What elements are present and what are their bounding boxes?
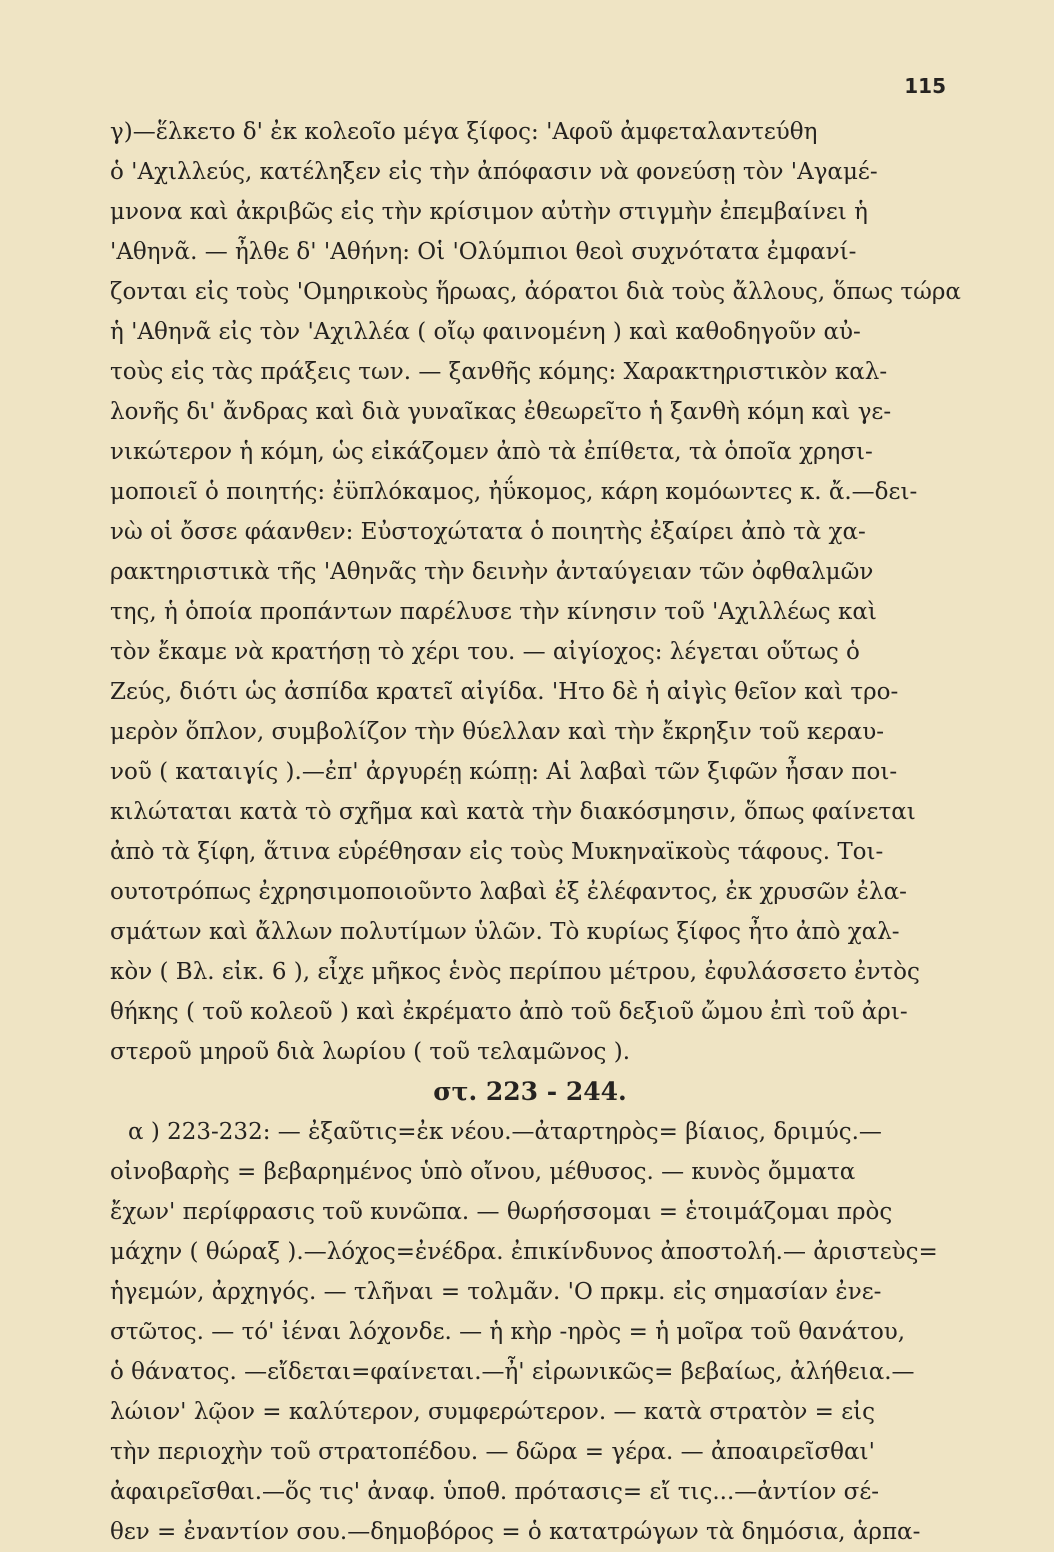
text-line: ἡγεμών, ἀρχηγός. — τλῆναι = τολμᾶν. 'Ο πρκμ. εἰς σημασίαν ἐνε- bbox=[110, 1279, 882, 1305]
text-line: Ζεύς, διότι ὡς ἀσπίδα κρατεῖ αἰγίδα. 'Ητο δὲ ἡ αἰγὶς θεῖον καὶ τρο- bbox=[110, 679, 899, 705]
text-line: ἡ 'Αθηνᾶ εἰς τὸν 'Αχιλλέα ( οἴῳ φαινομένη ) καὶ καθοδηγοῦν αὐ- bbox=[110, 319, 861, 345]
text-line: τοὺς εἰς τὰς πράξεις των. — ξανθῆς κόμης: Χαρακτηριστικὸν καλ- bbox=[110, 359, 888, 385]
text-line: τὸν ἔκαμε νὰ κρατήσῃ τὸ χέρι του. — αἰγίοχος: λέγεται οὕτως ὁ bbox=[110, 639, 860, 665]
text-line: 'Αθηνᾶ. — ἦλθε δ' 'Αθήνη: Οἱ 'Ολύμπιοι θεοὶ συχνότατα ἐμφανί- bbox=[110, 239, 857, 265]
text-line: κιλώταται κατὰ τὸ σχῆμα καὶ κατὰ τὴν διακόσμησιν, ὅπως φαίνεται bbox=[110, 799, 916, 825]
text-line: ὁ θάνατος. —εἴδεται=φαίνεται.—ἦ' εἰρωνικῶς= βεβαίως, ἀλήθεια.— bbox=[110, 1359, 915, 1385]
page-number: 115 bbox=[904, 74, 946, 98]
text-line: νοῦ ( καταιγίς ).—ἐπ' ἀργυρέῃ κώπῃ: Αἱ λαβαὶ τῶν ξιφῶν ἦσαν ποι- bbox=[110, 759, 898, 785]
text-line: στεροῦ μηροῦ διὰ λωρίου ( τοῦ τελαμῶνος ). bbox=[110, 1039, 631, 1065]
text-line: νὼ οἱ ὄσσε φάανθεν: Εὐστοχώτατα ὁ ποιητὴς ἐξαίρει ἀπὸ τὰ χα- bbox=[110, 519, 866, 545]
text-line: μοποιεῖ ὁ ποιητής: ἐϋπλόκαμος, ἠΰκομος, κάρη κομόωντες κ. ἄ.—δει- bbox=[110, 479, 918, 505]
text-line: ἀφαιρεῖσθαι.—ὅς τις' ἀναφ. ὑποθ. πρότασις= εἴ τις...—ἀντίον σέ- bbox=[110, 1479, 880, 1505]
text-line: ρακτηριστικὰ τῆς 'Αθηνᾶς τὴν δεινὴν ἀνταύγειαν τῶν ὀφθαλμῶν bbox=[110, 559, 874, 585]
text-line: ζονται εἰς τοὺς 'Ομηρικοὺς ἥρωας, ἀόρατοι διὰ τοὺς ἄλλους, ὅπως τώρα bbox=[110, 279, 961, 305]
commentary-text bbox=[110, 112, 970, 1552]
text-line: λώιον' λῷον = καλύτερον, συμφερώτερον. — κατὰ στρατὸν = εἰς bbox=[110, 1399, 876, 1425]
text-line: μάχην ( θώραξ ).—λόχος=ἐνέδρα. ἐπικίνδυνος ἀποστολή.— ἀριστεὺς= bbox=[110, 1239, 938, 1265]
text-line: ἔχων' περίφρασις τοῦ κυνῶπα. — θωρήσσομαι = ἑτοιμάζομαι πρὸς bbox=[110, 1199, 893, 1225]
text-line: μερὸν ὅπλον, συμβολίζον τὴν θύελλαν καὶ τὴν ἔκρηξιν τοῦ κεραυ- bbox=[110, 719, 885, 745]
text-line: α ) 223-232: — ἐξαῦτις=ἐκ νέου.—ἀταρτηρὸς= βίαιος, δριμύς.— bbox=[128, 1119, 882, 1145]
text-line: νικώτερον ἡ κόμη, ὡς εἰκάζομεν ἀπὸ τὰ ἐπίθετα, τὰ ὁποῖα χρησι- bbox=[110, 439, 873, 465]
text-line: στῶτος. — τό' ἰέναι λόχονδε. — ἡ κὴρ -ηρὸς = ἡ μοῖρα τοῦ θανάτου, bbox=[110, 1319, 906, 1345]
section-heading: στ. 223 - 244. bbox=[433, 1077, 627, 1106]
text-line: μνονα καὶ ἀκριβῶς εἰς τὴν κρίσιμον αὐτὴν στιγμὴν ἐπεμβαίνει ἡ bbox=[110, 199, 868, 225]
text-line: ἀπὸ τὰ ξίφη, ἅτινα εὑρέθησαν εἰς τοὺς Μυκηναϊκοὺς τάφους. Τοι- bbox=[110, 839, 884, 865]
text-line: ὁ 'Αχιλλεύς, κατέληξεν εἰς τὴν ἀπόφασιν νὰ φονεύσῃ τὸν 'Αγαμέ- bbox=[110, 159, 878, 185]
text-line: ουτοτρόπως ἐχρησιμοποιοῦντο λαβαὶ ἐξ ἐλέφαντος, ἐκ χρυσῶν ἐλα- bbox=[110, 879, 907, 905]
text-line: σμάτων καὶ ἄλλων πολυτίμων ὑλῶν. Τὸ κυρίως ξίφος ἦτο ἀπὸ χαλ- bbox=[110, 919, 900, 945]
text-line: θήκης ( τοῦ κολεοῦ ) καὶ ἐκρέματο ἀπὸ τοῦ δεξιοῦ ὤμου ἐπὶ τοῦ ἀρι- bbox=[110, 999, 908, 1025]
text-line: γ)—ἕλκετο δ' ἐκ κολεοῖο μέγα ξίφος: 'Αφοῦ ἀμφεταλαντεύθη bbox=[110, 119, 818, 145]
text-line: τὴν περιοχὴν τοῦ στρατοπέδου. — δῶρα = γέρα. — ἀποαιρεῖσθαι' bbox=[110, 1439, 875, 1465]
text-line: κὸν ( Βλ. εἰκ. 6 ), εἶχε μῆκος ἑνὸς περίπου μέτρου, ἐφυλάσσετο ἐντὸς bbox=[110, 959, 920, 985]
text-line: της, ἡ ὁποία προπάντων παρέλυσε τὴν κίνησιν τοῦ 'Αχιλλέως καὶ bbox=[110, 599, 877, 625]
text-line: θεν = ἐναντίον σου.—δημοβόρος = ὁ κατατρώγων τὰ δημόσια, ἁρπα- bbox=[110, 1519, 921, 1545]
text-line: οἰνοβαρὴς = βεβαρημένος ὑπὸ οἴνου, μέθυσος. — κυνὸς ὄμματα bbox=[110, 1159, 856, 1185]
text-line: λονῆς δι' ἄνδρας καὶ διὰ γυναῖκας ἐθεωρεῖτο ἡ ξανθὴ κόμη καὶ γε- bbox=[110, 399, 892, 425]
